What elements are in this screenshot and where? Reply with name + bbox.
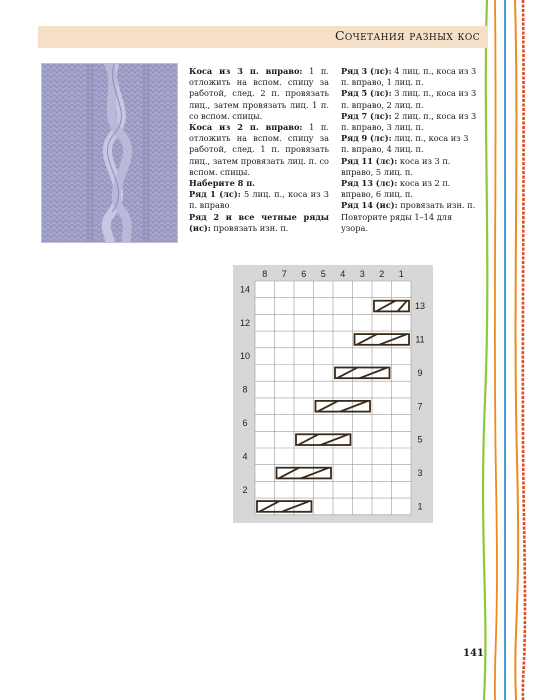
row-number-right: 9: [417, 367, 423, 378]
row-9-term: Ряд 9 (лс):: [341, 133, 392, 144]
row-number-right: 13: [414, 301, 426, 312]
row-2-text: провязать изн. п.: [210, 222, 289, 233]
page-title: Сочетания разных кос: [334, 28, 480, 43]
row-3-term: Ряд 3 (лс):: [341, 66, 392, 76]
row-number-right: 5: [417, 434, 423, 445]
row-number-right: 7: [417, 401, 423, 412]
knit-texture: [42, 64, 177, 242]
decorative-threads: [475, 0, 538, 700]
row-number-left: 12: [239, 317, 251, 328]
row-number-left: 14: [239, 284, 251, 295]
row-2-term: Ряд 2 и все четные ряды (ис):: [189, 211, 329, 233]
row-number-left: 6: [242, 417, 248, 428]
row-number-left: 10: [239, 351, 251, 362]
column-number: 2: [379, 269, 385, 279]
row-7-text: 2 лиц. п., коса из 3 п. вправо, 3 лиц. п.: [341, 110, 477, 133]
row-11-text: коса из 3 п. вправо, 5 лиц. п.: [341, 155, 451, 177]
column-number: 3: [359, 269, 365, 279]
instructions-column-2: [341, 66, 479, 234]
row-9-text: лиц. п., коса из 3 п. вправо, 4 лиц. п.: [341, 133, 469, 155]
row-1-text: 5 лиц. п., коса из 3 п. вправо: [189, 189, 329, 211]
row-number-right: 11: [415, 334, 425, 345]
knitting-chart: [233, 265, 433, 523]
knitted-sample-photo: [41, 63, 178, 243]
chart-grid: [233, 265, 433, 523]
row-number-left: 4: [242, 451, 248, 462]
column-number: 1: [398, 269, 404, 279]
cast-on-term: Наберите 8 п.: [189, 178, 256, 189]
instructions-column-1: [189, 66, 329, 234]
column-number: 7: [281, 269, 287, 279]
row-13-text: коса из 2 п. вправо, 6 лиц. п.: [341, 178, 451, 200]
row-number-right: 1: [417, 501, 423, 512]
row-13-term: Ряд 13 (лс):: [341, 178, 398, 189]
row-number-left: 8: [242, 384, 248, 395]
row-number-right: 3: [417, 468, 423, 479]
row-1-term: Ряд 1 (лс):: [189, 189, 241, 200]
cable-2-term: Коса из 2 п. вправо:: [189, 122, 303, 133]
page-number: 141: [463, 648, 484, 659]
row-3-text: 4 лиц. п., коса из 3 п. вправо, 1 лиц. п.: [341, 66, 477, 88]
row-14-text: провязать изн. п. Повторите ряды 1–14 для узора.: [341, 200, 476, 233]
row-5-term: Ряд 5 (лс):: [341, 88, 392, 99]
thread-green: [483, 0, 487, 700]
row-5-text: 3 лиц. п., коса из 3 п. вправо, 2 лиц. п.: [341, 88, 477, 110]
thread-red: [523, 0, 525, 700]
cable-3-text: 1 п. отложить на вспом. спицу за работой, след. 2 п. провязать лиц., затем провязать лиц. 1 п. со вспом. спицы.: [189, 66, 329, 121]
thread-orange: [515, 0, 518, 700]
column-number: 6: [301, 269, 307, 279]
thread-orange-left: [495, 0, 497, 700]
cable-3-term: Коса из 3 п. вправо:: [189, 66, 303, 76]
column-number: 4: [340, 269, 346, 279]
row-11-term: Ряд 11 (лс):: [341, 155, 398, 166]
row-7-term: Ряд 7 (лс):: [341, 110, 392, 121]
row-number-left: 2: [242, 484, 248, 495]
column-number: 5: [320, 269, 326, 279]
row-14-term: Ряд 14 (ис):: [341, 200, 398, 211]
cable-2-text: 1 п. отложить на вспом. спицу за работой, след. 1 п. провязать лиц., затем провязать лиц. п. со вспом. спицы.: [189, 122, 329, 177]
column-number: 8: [262, 269, 268, 279]
